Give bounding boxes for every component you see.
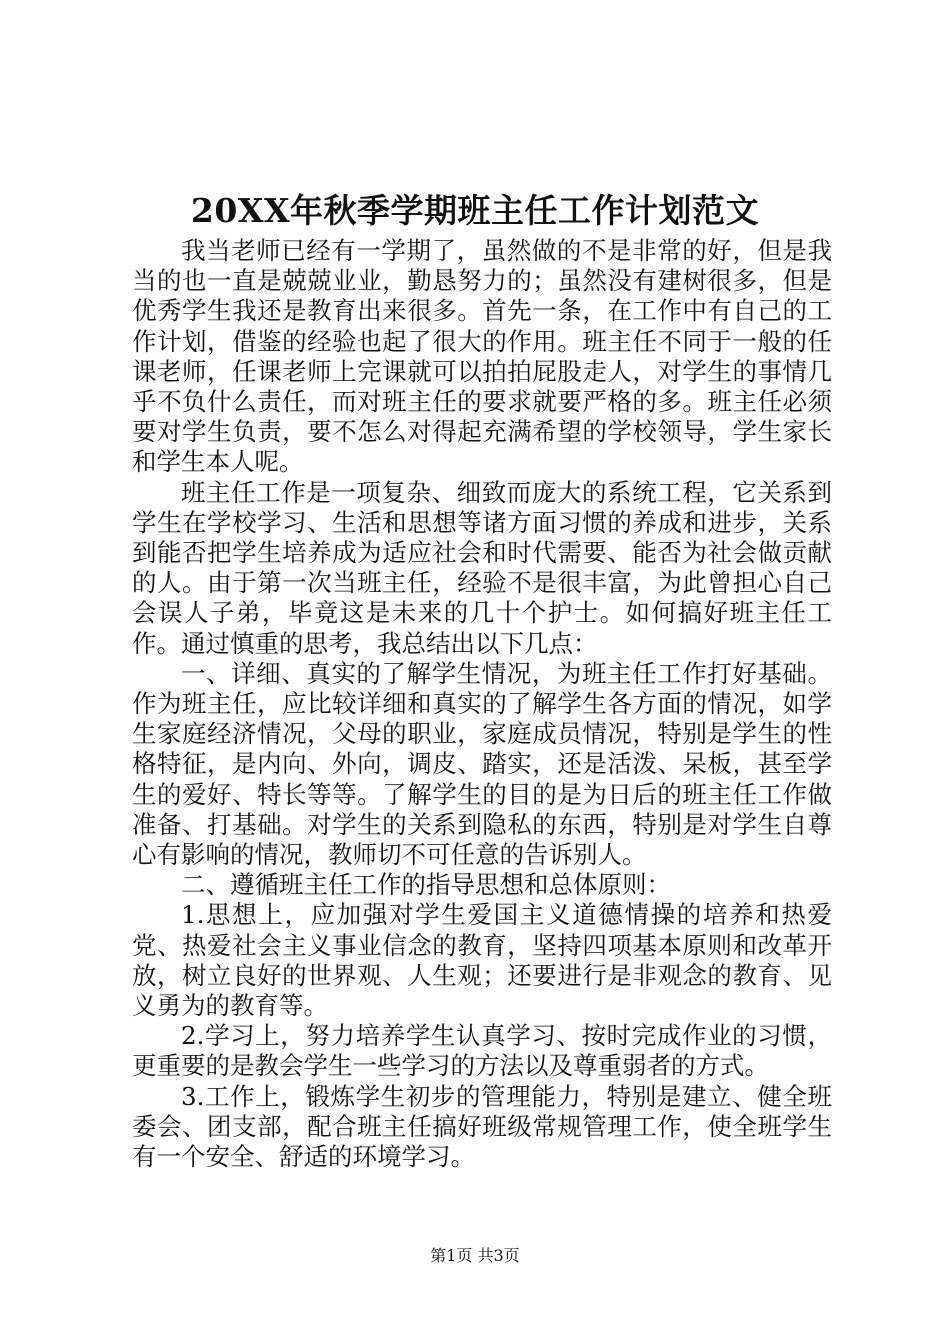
- page-title: 20XX年秋季学期班主任工作计划范文: [190, 191, 760, 230]
- paragraph-intro: 我当老师已经有一学期了，虽然做的不是非常的好，但是我当的也一直是兢兢业业，勤恳努力的；虽然没有建树很多，但是优秀学生我还是教育出来很多。首先一条，在工作中有自己的工作计划，借鉴的经验也起了很大的作用。班主任不同于一般的任课老师，任课老师上完课就可以拍拍屁股走人，对学生的事情几乎不负什么责任，而对班主任的要求就要严格的多。班主任必须要对学生负责，要不怎么对得起充满希望的学校领导，学生家长和学生本人呢。: [132, 236, 832, 477]
- paragraph-item-2: 2.学习上，努力培养学生认真学习、按时完成作业的习惯，更重要的是教会学生一些学习的方法以及尊重弱者的方式。: [132, 1021, 832, 1081]
- paragraph-item-1: 1.思想上，应加强对学生爱国主义道德情操的培养和热爱党、热爱社会主义事业信念的教育，坚持四项基本原则和改革开放，树立良好的世界观、人生观；还要进行是非观念的教育、见义勇为的教育等。: [132, 900, 832, 1021]
- page-footer: 第1页 共3页: [430, 1246, 520, 1265]
- paragraph-section-1: 一、详细、真实的了解学生情况，为班主任工作打好基础。作为班主任，应比较详细和真实的了解学生各方面的情况，如学生家庭经济情况，父母的职业，家庭成员情况，特别是学生的性格特征，是内向、外向，调皮、踏实，还是活泼、呆板，甚至学生的爱好、特长等等。了解学生的目的是为日后的班主任工作做准备、打基础。对学生的关系到隐私的东西，特别是对学生自尊心有影响的情况，教师切不可任意的告诉别人。: [132, 658, 832, 870]
- paragraph-section-2-heading: 二、遵循班主任工作的指导思想和总体原则：: [181, 870, 671, 900]
- paragraph-overview: 班主任工作是一项复杂、细致而庞大的系统工程，它关系到学生在学校学习、生活和思想等诸方面习惯的养成和进步，关系到能否把学生培养成为适应社会和时代需要、能否为社会做贡献的人。由于第一次当班主任，经验不是很丰富，为此曾担心自己会误人子弟，毕竟这是未来的几十个护士。如何搞好班主任工作。通过慎重的思考，我总结出以下几点：: [132, 477, 832, 658]
- paragraph-item-3: 3.工作上，锻炼学生初步的管理能力，特别是建立、健全班委会、团支部，配合班主任搞好班级常规管理工作，使全班学生有一个安全、舒适的环境学习。: [132, 1081, 832, 1172]
- document-body: [132, 236, 832, 1172]
